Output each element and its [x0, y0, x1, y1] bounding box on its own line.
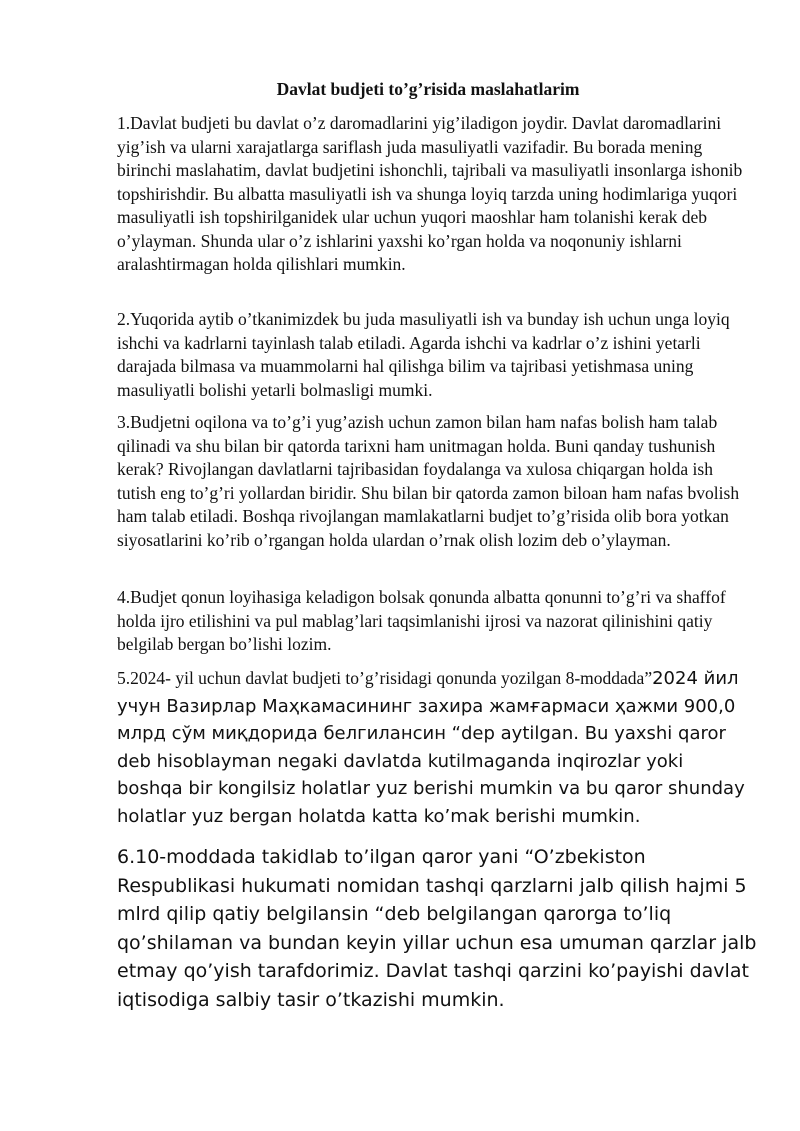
paragraph-5: [117, 665, 747, 830]
paragraph-1: 1.Davlat budjeti bu davlat o’z daromadlarini yig’iladigon joydir. Davlat daromadlarini yig’ish va ularni xarajatlarga sariflash juda masuliyatli vazifadir. Bu borada mening birinchi maslahatim, davlat budjetini ishonchli, tajribali va masuliyatli insonlarga ishonib topshirishdir. Bu albatta masuliyatli ish va shunga loyiq tarzda uning hodimlariga yuqori masuliyatli ish topshirilganidek ular uchun yuqori maoshlar ham tolanishi kerak deb o’ylayman. Shunda ular o’z ishlarini yaxshi ko’rgan holda va noqonuniy ishlarni aralashtirmagan holda qilishlari mumkin.: [117, 113, 743, 274]
document-title: Davlat budjeti to’g’risida maslahatlarim: [276, 79, 580, 99]
paragraph-3: 3.Budjetni oqilona va to’g’i yug’azish uchun zamon bilan ham nafas bolish ham talab qilinadi va shu bilan bir qatorda tarixni ham unitmagan holda. Buni qanday tushunish kerak? Rivojlangan davlatlarni tajribasidan foydalanga va xulosa chiqargan holda ish tutish eng to’g’ri yollardan biridir. Shu bilan bir qatorda zamon biloan ham nafas bvolish ham talab etiladi. Boshqa rivojlangan mamlakatlarni budjet to’g’risida olib bora yotkan siyosatlarini ko’rib o’rgangan holda ulardan o’rnak olish lozim deb o’ylayman.: [117, 412, 740, 550]
paragraph-6: 6.10-moddada takidlab to’ilgan qaror yani “O’zbekiston Respublikasi hukumati nomidan tashqi qarzlarni jalb qilish hajmi 5 mlrd qilip qatiy belgilansin “deb belgilangan qarorga to’liq qo’shilaman va bundan keyin yillar uchun esa umuman qarzlar jalb etmay qo’yish tarafdorimiz. Davlat tashqi qarzini ko’payishi davlat iqtisodiga salbiy tasir o’tkazishi mumkin.: [117, 846, 757, 1011]
paragraph-5-body: 2024 йил учун Вазирлар Маҳкамасининг захира жамғармаси ҳажми 900,0 млрд сўм миқдорида белгилансин “dep aytilgan. Bu yaxshi qaror deb hisoblayman negaki davlatda kutilmaganda inqirozlar yoki boshqa bir kongilsiz holatlar yuz berishi mumkin va bu qaror shunday holatlar yuz bergan holatda katta ko’mak berishi mumkin.: [117, 668, 745, 827]
paragraph-2: 2.Yuqorida aytib o’tkanimizdek bu juda masuliyatli ish va bunday ish uchun unga loyiq ishchi va kadrlarni tayinlash talab etiladi. Agarda ishchi va kadrlar o’z ishini yetarli darajada bilmasa va muammolarni hal qilishga bilim va tajribasi yetishmasa uning masuliyatli bolishi yetarli bolmasligi mumki.: [117, 309, 730, 400]
paragraph-4: 4.Budjet qonun loyihasiga keladigon bolsak qonunda albatta qonunni to’g’ri va shaffof holda ijro etilishini va pul mablag’lari taqsimlanishi ijrosi va nazorat qilinishini qatiy belgilab bergan bo’lishi lozim.: [117, 587, 726, 654]
paragraph-5-intro: 5.2024- yil uchun davlat budjeti to’g’risidagi qonunda yozilgan 8-moddada”: [117, 668, 653, 688]
